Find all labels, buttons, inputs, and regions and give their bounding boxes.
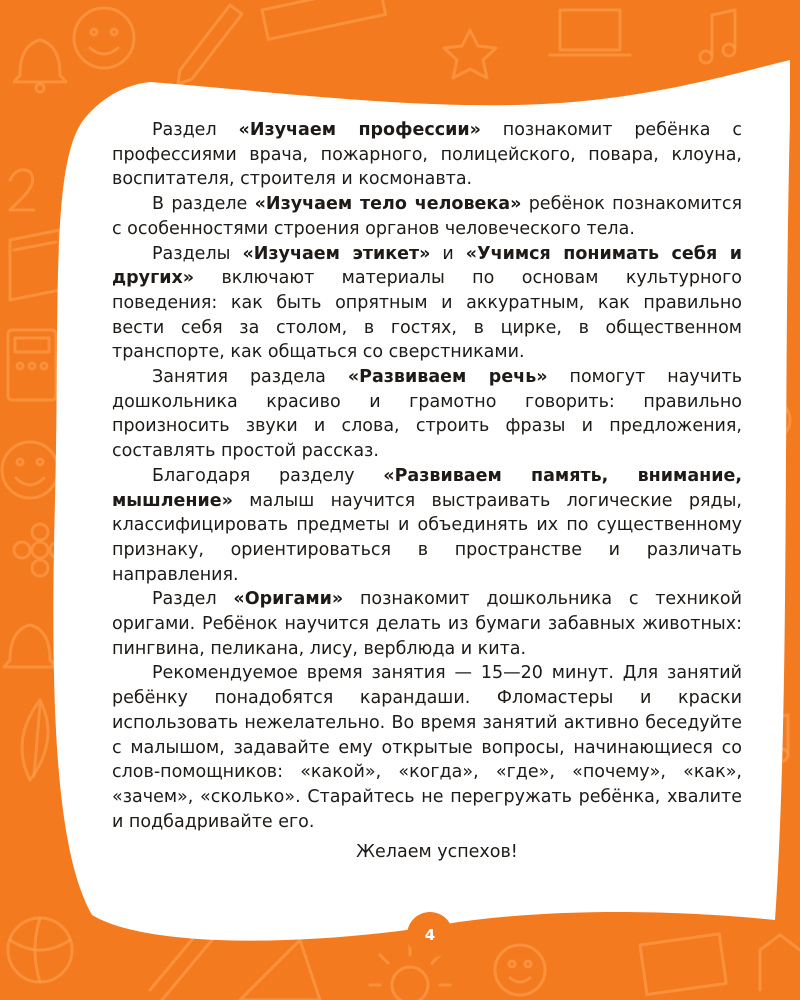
- main-text: [112, 118, 742, 865]
- paragraph-text: познакомит ребёнка с профессиями врача, пожарного, полицейского, повара, клоуна, воспитателя, строителя и космонавта.: [112, 120, 742, 190]
- paragraph-origami: [112, 587, 742, 661]
- paragraph-text: Раздел: [152, 589, 234, 610]
- paragraph-professions: [112, 118, 742, 192]
- section-title: «Изучаем этикет»: [242, 243, 431, 264]
- section-title: «Развиваем память, внимание, мышление»: [112, 465, 742, 511]
- paragraph-text: Рекомендуемое время занятия — 15—20 минут. Для занятий ребёнку понадобятся карандаши. Фломастеры и краски использовать нежелательно. Во время занятий активно беседуйте с малышом, задавайте ему открытые вопросы, начинающиеся со слов-помощников: «какой», «когда», «где», «почему», «как», «зачем», «сколько». Старайтесь не перегружать ребёнка, хвалите и подбадривайте его.: [112, 663, 742, 832]
- section-title: «Изучаем тело человека»: [254, 194, 522, 215]
- section-title: «Оригами»: [233, 589, 344, 610]
- paragraph-etiquette: [112, 242, 742, 366]
- paragraph-memory: [112, 464, 742, 588]
- paragraph-text: малыш научится выстраивать логические ряды, классифицировать предметы и объединять их по существенному признаку, ориентироваться в пространстве и различать направления.: [112, 490, 742, 585]
- paragraph-text: познакомит дошкольника с техникой оригами. Ребёнок научится делать из бумаги забавных животных: пингвина, пеликана, лису, верблюда и кита.: [112, 589, 742, 659]
- paragraph-speech: [112, 365, 742, 464]
- paragraph-text: Раздел: [152, 120, 239, 140]
- paragraph-text: Разделы: [152, 243, 243, 264]
- section-title: «Развиваем речь»: [347, 367, 548, 388]
- paragraph-recommendations: [112, 661, 742, 834]
- paragraph-text: ребёнок познакомится с особенностями строения органов человеческого тела.: [112, 194, 742, 239]
- paragraph-text: В разделе: [152, 194, 255, 215]
- paragraph-text: Занятия раздела: [152, 367, 348, 388]
- page-number-badge: 4: [407, 912, 453, 958]
- paragraph-text: включают материалы по основам культурного поведения: как быть опрятным и аккуратным, как правильно вести себя за столом, в гостях, в цирке, в общественном транспорте, как общаться со сверстниками.: [112, 268, 742, 363]
- paragraph-text: и: [430, 243, 466, 264]
- paragraph-text: помогут научить дошкольника красиво и грамотно говорить: правильно произносить звуки и слова, строить фразы и предложения, составлять простой рассказ.: [112, 367, 743, 462]
- paragraph-text: Благодаря разделу: [152, 465, 384, 486]
- section-title: «Изучаем профессии»: [238, 120, 481, 140]
- section-title: «Учимся понимать себя и других»: [112, 243, 743, 289]
- closing-wish: Желаем успехов!: [356, 842, 518, 863]
- paragraph-human-body: [112, 192, 742, 241]
